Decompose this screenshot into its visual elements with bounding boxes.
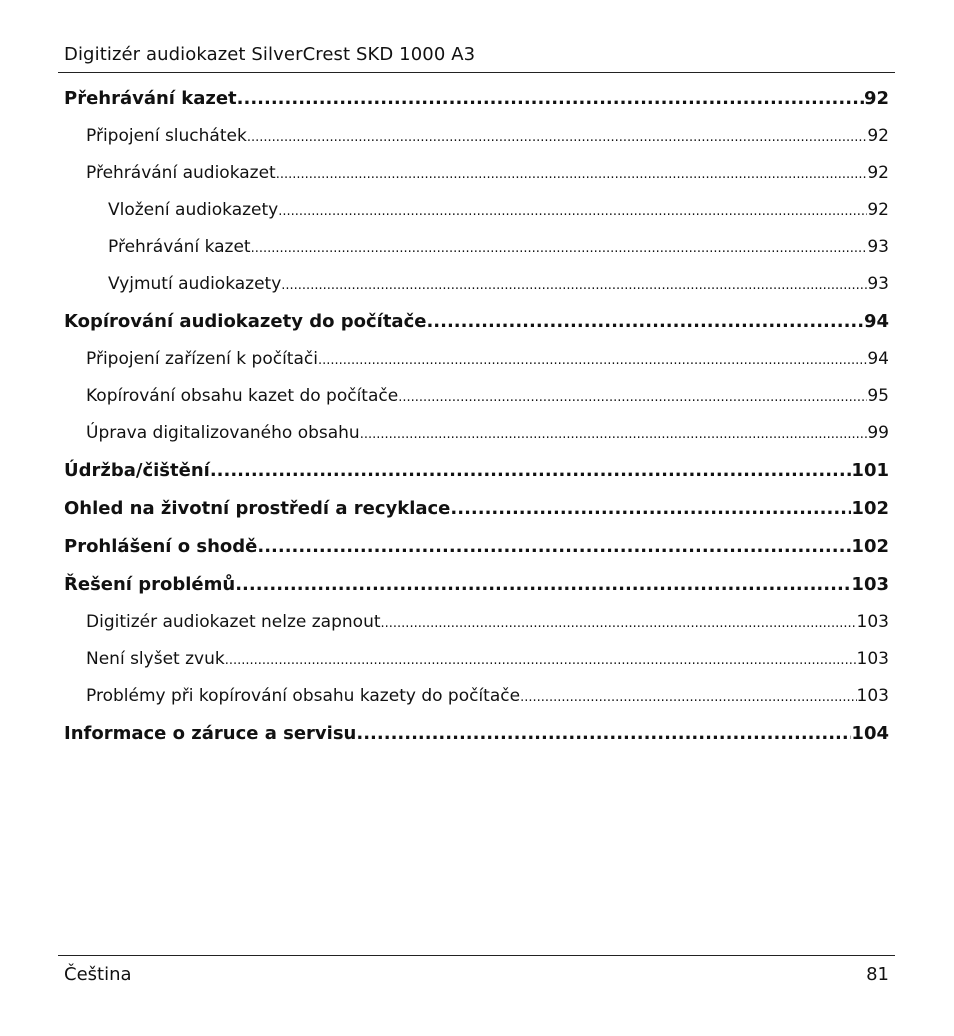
toc-entry-page: 94 xyxy=(863,311,889,332)
toc-entry[interactable] xyxy=(64,490,889,528)
dot-leader xyxy=(426,303,863,341)
dot-leader xyxy=(251,230,868,266)
toc-entry-page: 104 xyxy=(851,723,889,744)
toc-entry-title: Připojení sluchátek xyxy=(86,126,247,146)
toc-entry-page: 101 xyxy=(851,460,889,481)
toc-entry-title: Prohlášení o shodě xyxy=(64,536,258,557)
toc-entry[interactable] xyxy=(64,303,889,341)
toc-entry-page: 95 xyxy=(867,386,889,406)
dot-leader xyxy=(278,193,867,229)
dot-leader xyxy=(381,605,857,641)
dot-leader xyxy=(450,490,851,528)
toc-entry[interactable] xyxy=(64,566,889,604)
toc-entry-title: Kopírování audiokazety do počítače xyxy=(64,311,427,332)
toc-entry[interactable] xyxy=(64,715,889,753)
toc-entry-page: 102 xyxy=(851,498,889,519)
dot-leader xyxy=(276,156,868,192)
footer-rule xyxy=(58,955,895,956)
toc-entry-title: Úprava digitalizovaného obsahu xyxy=(86,423,360,443)
toc-entry-title: Není slyšet zvuk xyxy=(86,649,225,669)
toc-entry-page: 102 xyxy=(851,536,889,557)
dot-leader xyxy=(210,452,852,490)
toc-entry-page: 103 xyxy=(856,612,889,632)
dot-leader xyxy=(235,566,851,604)
toc-entry-page: 103 xyxy=(856,649,889,669)
toc-entry-page: 99 xyxy=(867,423,889,443)
dot-leader xyxy=(520,679,856,715)
toc-entry-page: 93 xyxy=(867,237,889,257)
toc-entry-title: Připojení zařízení k počítači xyxy=(86,349,318,369)
toc-entry-page: 92 xyxy=(867,126,889,146)
toc-entry-page: 94 xyxy=(867,349,889,369)
toc-entry-title: Údržba/čištění xyxy=(64,460,210,481)
toc-entry-title: Ohled na životní prostředí a recyklace xyxy=(64,498,451,519)
dot-leader xyxy=(225,642,857,678)
toc-entry[interactable] xyxy=(64,678,889,715)
toc-entry-title: Digitizér audiokazet nelze zapnout xyxy=(86,612,381,632)
toc-entry[interactable] xyxy=(64,155,889,192)
toc-entry[interactable] xyxy=(64,604,889,641)
toc-entry[interactable] xyxy=(64,118,889,155)
dot-leader xyxy=(281,267,867,303)
toc-entry-title: Problémy při kopírování obsahu kazety do počítače xyxy=(86,686,521,706)
dot-leader xyxy=(247,119,868,155)
dot-leader xyxy=(318,342,867,378)
footer-page-number: 81 xyxy=(866,964,889,985)
toc-entry[interactable] xyxy=(64,80,889,118)
toc-entry-page: 103 xyxy=(851,574,889,595)
dot-leader xyxy=(398,379,867,415)
toc-entry[interactable] xyxy=(64,192,889,229)
toc-entry[interactable] xyxy=(64,415,889,452)
dot-leader xyxy=(257,528,851,566)
toc-entry-page: 103 xyxy=(856,686,889,706)
toc-entry-title: Přehrávání kazet xyxy=(108,237,251,257)
running-header: Digitizér audiokazet SilverCrest SKD 1000 A3 xyxy=(64,44,476,65)
toc-entry-page: 92 xyxy=(867,200,889,220)
footer-language: Čeština xyxy=(64,964,132,985)
toc-entry[interactable] xyxy=(64,452,889,490)
toc-entry-title: Přehrávání audiokazet xyxy=(86,163,276,183)
toc-entry-page: 93 xyxy=(867,274,889,294)
toc-entry-title: Vyjmutí audiokazety xyxy=(108,274,282,294)
header-rule xyxy=(58,72,895,73)
toc-entry-title: Kopírování obsahu kazet do počítače xyxy=(86,386,399,406)
dot-leader xyxy=(237,80,864,118)
toc-entry-title: Přehrávání kazet xyxy=(64,88,237,109)
dot-leader xyxy=(356,715,851,753)
toc-entry[interactable] xyxy=(64,641,889,678)
toc-entry[interactable] xyxy=(64,528,889,566)
table-of-contents xyxy=(64,80,889,753)
toc-entry[interactable] xyxy=(64,341,889,378)
toc-entry-title: Vložení audiokazety xyxy=(108,200,279,220)
toc-entry-title: Informace o záruce a servisu xyxy=(64,723,357,744)
toc-entry[interactable] xyxy=(64,378,889,415)
toc-entry-page: 92 xyxy=(863,88,889,109)
toc-entry-title: Řešení problémů xyxy=(64,574,236,595)
dot-leader xyxy=(360,416,868,452)
toc-entry[interactable] xyxy=(64,229,889,266)
toc-entry[interactable] xyxy=(64,266,889,303)
toc-entry-page: 92 xyxy=(867,163,889,183)
